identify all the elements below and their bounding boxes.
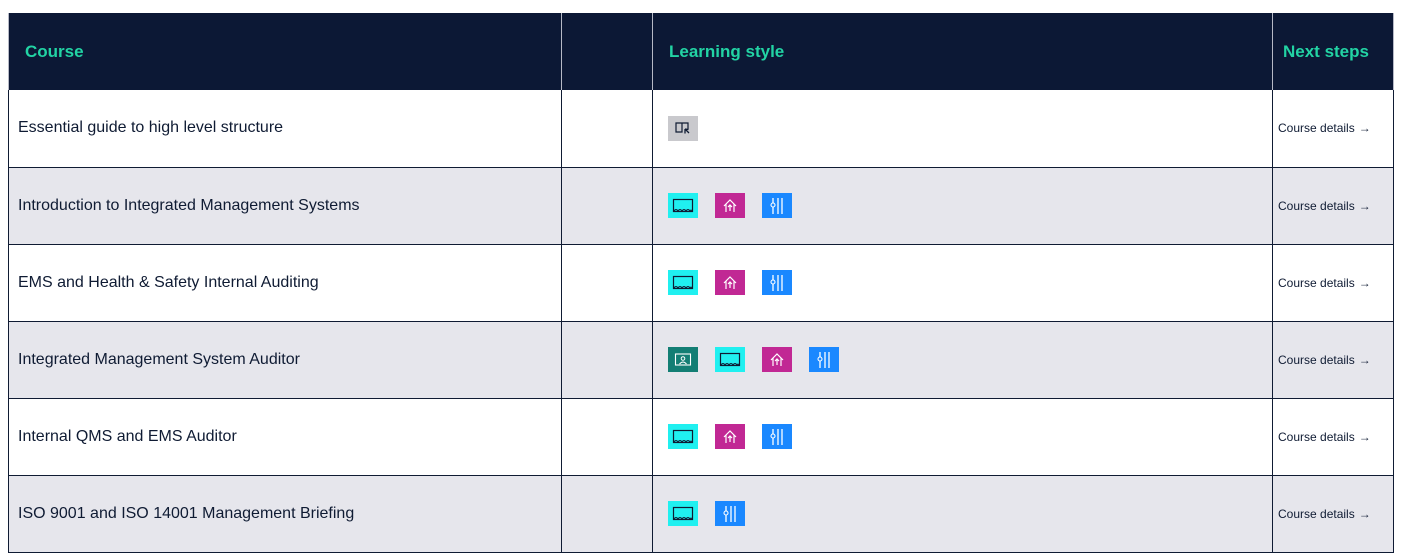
next-steps-cell [1273,167,1394,244]
header-learning-style: Learning style [653,13,1273,90]
learning-style-icons [668,424,1272,449]
course-details-link[interactable] [1278,276,1371,290]
classroom-icon [668,193,698,218]
blank-cell [562,475,653,552]
table-row [9,244,1394,321]
next-steps-cell [1273,90,1394,167]
header-course: Course [9,13,562,90]
course-name: ISO 9001 and ISO 14001 Management Briefing [9,475,562,552]
header-next-steps: Next steps [1273,13,1394,90]
course-details-label: Course details [1278,121,1355,136]
table-row [9,475,1394,552]
bespoke-icon [762,424,792,449]
classroom-icon [668,501,698,526]
arrow-right-icon: → [1358,121,1371,136]
blank-cell [562,321,653,398]
course-details-link[interactable] [1278,353,1371,367]
inhouse-icon [762,347,792,372]
course-details-link[interactable] [1278,121,1371,135]
course-details-label: Course details [1278,429,1355,444]
bespoke-icon [762,270,792,295]
arrow-right-icon: → [1358,429,1371,444]
virtual-icon [668,347,698,372]
book-cursor-icon [668,116,698,141]
learning-style-icons [668,270,1272,295]
learning-style-cell [653,244,1273,321]
next-steps-cell [1273,244,1394,321]
arrow-right-icon: → [1358,275,1371,290]
classroom-icon [715,347,745,372]
blank-cell [562,167,653,244]
classroom-icon [668,424,698,449]
next-steps-cell [1273,398,1394,475]
learning-style-icons [668,501,1272,526]
blank-cell [562,90,653,167]
bespoke-icon [762,193,792,218]
learning-style-cell [653,321,1273,398]
bespoke-icon [809,347,839,372]
course-name: Introduction to Integrated Management Systems [9,167,562,244]
course-details-link[interactable] [1278,199,1371,213]
course-details-label: Course details [1278,506,1355,521]
course-name: Integrated Management System Auditor [9,321,562,398]
table-row [9,90,1394,167]
course-details-label: Course details [1278,352,1355,367]
learning-style-cell [653,398,1273,475]
courses-table [8,13,1394,553]
course-name: Essential guide to high level structure [9,90,562,167]
classroom-icon [668,270,698,295]
header-blank [562,13,653,90]
arrow-right-icon: → [1358,506,1371,521]
inhouse-icon [715,193,745,218]
blank-cell [562,398,653,475]
arrow-right-icon: → [1358,198,1371,213]
course-name: EMS and Health & Safety Internal Auditing [9,244,562,321]
arrow-right-icon: → [1358,352,1371,367]
heading-fragment [0,0,110,10]
inhouse-icon [715,424,745,449]
course-details-label: Course details [1278,198,1355,213]
course-name: Internal QMS and EMS Auditor [9,398,562,475]
learning-style-cell [653,167,1273,244]
learning-style-icons [668,347,1272,372]
inhouse-icon [715,270,745,295]
next-steps-cell [1273,475,1394,552]
table-header-row [9,13,1394,90]
table-row [9,398,1394,475]
learning-style-cell [653,90,1273,167]
course-details-link[interactable] [1278,430,1371,444]
table-row [9,167,1394,244]
learning-style-cell [653,475,1273,552]
next-steps-cell [1273,321,1394,398]
blank-cell [562,244,653,321]
table-row [9,321,1394,398]
bespoke-icon [715,501,745,526]
learning-style-icons [668,116,1272,141]
course-details-link[interactable] [1278,507,1371,521]
learning-style-icons [668,193,1272,218]
course-details-label: Course details [1278,275,1355,290]
